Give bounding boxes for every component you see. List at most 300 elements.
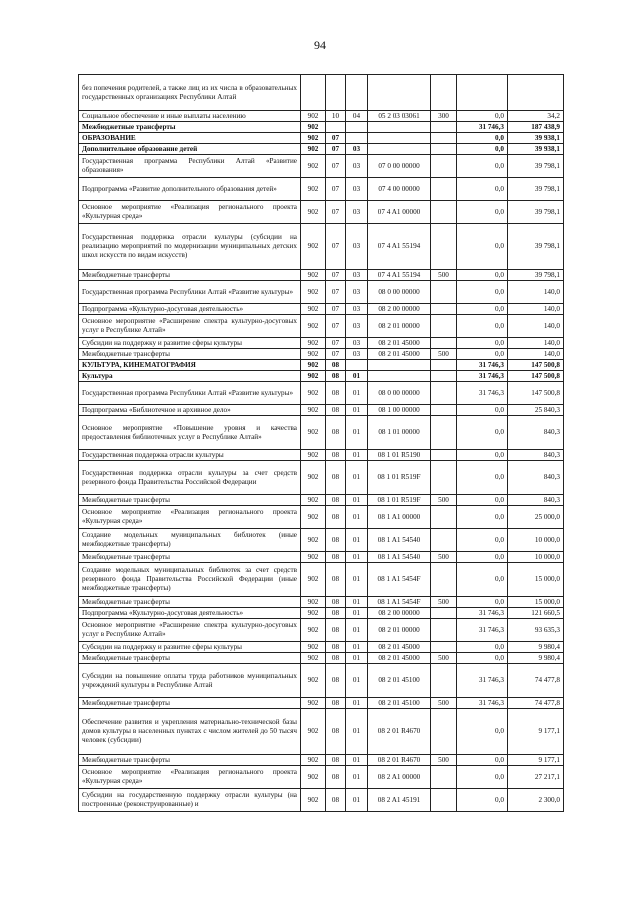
cell-amount-2: 15 000,0 — [508, 563, 564, 597]
cell-target-article: 07 0 00 00000 — [368, 155, 431, 178]
cell-expense-type — [431, 563, 457, 597]
cell-ministry: 902 — [301, 495, 326, 506]
cell-amount-1: 0,0 — [457, 789, 508, 812]
cell-amount-2: 140,0 — [508, 281, 564, 304]
cell-ministry: 902 — [301, 201, 326, 224]
cell-section: 08 — [326, 766, 346, 789]
cell-section: 08 — [326, 450, 346, 461]
cell-expense-type — [431, 664, 457, 698]
cell-amount-2: 74 477,8 — [508, 698, 564, 709]
cell-section: 07 — [326, 224, 346, 270]
table-row — [79, 224, 564, 270]
cell-target-article: 08 0 00 00000 — [368, 281, 431, 304]
cell-amount-1: 31 746,3 — [457, 382, 508, 405]
cell-amount-1: 0,0 — [457, 349, 508, 360]
cell-subsection: 01 — [346, 371, 368, 382]
cell-amount-1: 0,0 — [457, 338, 508, 349]
cell-expense-type — [431, 608, 457, 619]
cell-expense-type — [431, 709, 457, 755]
cell-subsection: 01 — [346, 698, 368, 709]
cell-ministry: 902 — [301, 642, 326, 653]
cell-expense-type: 500 — [431, 552, 457, 563]
cell-section: 08 — [326, 495, 346, 506]
cell-name: Основное мероприятие «Реализация регионального проекта «Культурная среда» — [79, 766, 301, 789]
cell-expense-type — [431, 416, 457, 450]
cell-expense-type — [431, 529, 457, 552]
cell-amount-2: 34,2 — [508, 111, 564, 122]
cell-ministry: 902 — [301, 270, 326, 281]
cell-name: Государственная программа Республики Алтай «Развитие образования» — [79, 155, 301, 178]
cell-name: Социальное обеспечение и иные выплаты населению — [79, 111, 301, 122]
cell-name: Подпрограмма «Библиотечное и архивное дело» — [79, 405, 301, 416]
cell-amount-2: 39 938,1 — [508, 144, 564, 155]
cell-section: 07 — [326, 155, 346, 178]
table-row — [79, 349, 564, 360]
cell-name: Основное мероприятие «Реализация регионального проекта «Культурная среда» — [79, 201, 301, 224]
cell-name: Подпрограмма «Культурно-досуговая деятельность» — [79, 608, 301, 619]
table-row — [79, 155, 564, 178]
cell-ministry: 902 — [301, 371, 326, 382]
cell-target-article: 08 2 01 45100 — [368, 664, 431, 698]
cell-subsection: 01 — [346, 495, 368, 506]
cell-amount-1: 0,0 — [457, 552, 508, 563]
cell-target-article: 08 1 A1 5454F — [368, 597, 431, 608]
cell-amount-1: 0,0 — [457, 144, 508, 155]
cell-subsection: 01 — [346, 416, 368, 450]
table-row — [79, 281, 564, 304]
cell-amount-2: 121 660,5 — [508, 608, 564, 619]
table-row — [79, 709, 564, 755]
cell-subsection: 01 — [346, 642, 368, 653]
cell-section: 08 — [326, 382, 346, 405]
cell-ministry: 902 — [301, 461, 326, 495]
cell-section: 08 — [326, 642, 346, 653]
cell-ministry: 902 — [301, 506, 326, 529]
cell-expense-type — [431, 155, 457, 178]
cell-section: 08 — [326, 664, 346, 698]
cell-ministry — [301, 75, 326, 111]
cell-expense-type — [431, 642, 457, 653]
cell-subsection: 01 — [346, 709, 368, 755]
cell-subsection: 03 — [346, 349, 368, 360]
cell-amount-2: 10 000,0 — [508, 529, 564, 552]
cell-section — [326, 122, 346, 133]
cell-subsection — [346, 133, 368, 144]
table-row — [79, 75, 564, 111]
cell-name: Государственная программа Республики Алтай «Развитие культуры» — [79, 281, 301, 304]
cell-amount-1: 0,0 — [457, 281, 508, 304]
cell-expense-type — [431, 281, 457, 304]
cell-ministry: 902 — [301, 766, 326, 789]
cell-target-article: 08 2 01 45000 — [368, 653, 431, 664]
cell-section: 08 — [326, 461, 346, 495]
cell-subsection: 01 — [346, 461, 368, 495]
table-row — [79, 552, 564, 563]
cell-name: Государственная программа Республики Алтай «Развитие культуры» — [79, 382, 301, 405]
cell-amount-1: 0,0 — [457, 597, 508, 608]
cell-amount-2: 74 477,8 — [508, 664, 564, 698]
cell-amount-1: 31 746,3 — [457, 698, 508, 709]
cell-ministry: 902 — [301, 709, 326, 755]
cell-amount-2: 25 840,3 — [508, 405, 564, 416]
table-body — [79, 75, 564, 812]
cell-amount-2: 39 798,1 — [508, 270, 564, 281]
cell-ministry: 902 — [301, 619, 326, 642]
table-row — [79, 755, 564, 766]
cell-target-article: 08 1 00 00000 — [368, 405, 431, 416]
cell-subsection: 01 — [346, 382, 368, 405]
cell-name: Межбюджетные трансферты — [79, 270, 301, 281]
cell-expense-type — [431, 405, 457, 416]
cell-section: 08 — [326, 529, 346, 552]
table-row — [79, 698, 564, 709]
table-row — [79, 619, 564, 642]
table-row — [79, 563, 564, 597]
cell-target-article: 08 2 01 R4670 — [368, 709, 431, 755]
cell-amount-2: 27 217,1 — [508, 766, 564, 789]
cell-target-article — [368, 371, 431, 382]
cell-subsection: 03 — [346, 304, 368, 315]
table-row — [79, 450, 564, 461]
cell-section: 07 — [326, 178, 346, 201]
cell-target-article: 08 2 01 45000 — [368, 338, 431, 349]
cell-ministry: 902 — [301, 315, 326, 338]
cell-target-article — [368, 75, 431, 111]
cell-subsection: 01 — [346, 552, 368, 563]
cell-ministry: 902 — [301, 416, 326, 450]
cell-subsection: 04 — [346, 111, 368, 122]
cell-ministry: 902 — [301, 155, 326, 178]
cell-ministry: 902 — [301, 664, 326, 698]
cell-name: Основное мероприятие «Расширение спектра культурно-досуговых услуг в Республике Алтай» — [79, 315, 301, 338]
cell-ministry: 902 — [301, 563, 326, 597]
cell-name: Культура — [79, 371, 301, 382]
cell-target-article: 08 1 01 00000 — [368, 416, 431, 450]
cell-name: ОБРАЗОВАНИЕ — [79, 133, 301, 144]
cell-amount-2: 39 798,1 — [508, 178, 564, 201]
cell-section: 08 — [326, 371, 346, 382]
cell-target-article: 08 0 00 00000 — [368, 382, 431, 405]
cell-ministry: 902 — [301, 349, 326, 360]
cell-expense-type — [431, 122, 457, 133]
cell-subsection: 03 — [346, 144, 368, 155]
cell-section: 08 — [326, 563, 346, 597]
table-row — [79, 653, 564, 664]
cell-amount-2: 147 500,8 — [508, 371, 564, 382]
table-row — [79, 506, 564, 529]
cell-ministry: 902 — [301, 304, 326, 315]
table-row — [79, 201, 564, 224]
cell-target-article: 08 2 01 00000 — [368, 315, 431, 338]
table-row — [79, 178, 564, 201]
cell-name: Основное мероприятие «Реализация регионального проекта «Культурная среда» — [79, 506, 301, 529]
cell-amount-1: 31 746,3 — [457, 664, 508, 698]
table-row — [79, 664, 564, 698]
cell-subsection: 01 — [346, 405, 368, 416]
cell-section: 07 — [326, 338, 346, 349]
cell-section: 07 — [326, 315, 346, 338]
table-row — [79, 642, 564, 653]
cell-name: Межбюджетные трансферты — [79, 698, 301, 709]
cell-amount-2: 39 938,1 — [508, 133, 564, 144]
cell-target-article: 07 4 A1 55194 — [368, 224, 431, 270]
cell-target-article: 08 2 A1 45191 — [368, 789, 431, 812]
cell-amount-2: 39 798,1 — [508, 224, 564, 270]
table-row — [79, 495, 564, 506]
cell-name: Межбюджетные трансферты — [79, 552, 301, 563]
cell-section: 08 — [326, 755, 346, 766]
table-row — [79, 133, 564, 144]
page-number: 94 — [314, 38, 326, 52]
cell-amount-2: 187 438,9 — [508, 122, 564, 133]
cell-amount-2: 15 000,0 — [508, 597, 564, 608]
cell-subsection: 03 — [346, 281, 368, 304]
cell-expense-type — [431, 360, 457, 371]
cell-section: 07 — [326, 201, 346, 224]
cell-target-article: 08 2 01 45000 — [368, 642, 431, 653]
table-row — [79, 416, 564, 450]
cell-name: Межбюджетные трансферты — [79, 597, 301, 608]
cell-section: 10 — [326, 111, 346, 122]
cell-subsection: 03 — [346, 201, 368, 224]
cell-name: Межбюджетные трансферты — [79, 349, 301, 360]
cell-section: 08 — [326, 416, 346, 450]
cell-amount-1: 0,0 — [457, 133, 508, 144]
cell-amount-1: 31 746,3 — [457, 619, 508, 642]
cell-target-article: 08 1 A1 54540 — [368, 529, 431, 552]
cell-amount-2: 140,0 — [508, 338, 564, 349]
cell-name: Межбюджетные трансферты — [79, 755, 301, 766]
cell-amount-1: 0,0 — [457, 563, 508, 597]
table-row — [79, 597, 564, 608]
cell-target-article: 08 2 A1 00000 — [368, 766, 431, 789]
cell-subsection: 01 — [346, 755, 368, 766]
cell-subsection: 03 — [346, 178, 368, 201]
cell-amount-1: 0,0 — [457, 450, 508, 461]
cell-amount-2: 25 000,0 — [508, 506, 564, 529]
cell-target-article: 07 4 00 00000 — [368, 178, 431, 201]
table-row — [79, 360, 564, 371]
table-row — [79, 315, 564, 338]
cell-target-article: 08 2 01 R4670 — [368, 755, 431, 766]
budget-table — [78, 74, 564, 812]
cell-subsection — [346, 75, 368, 111]
cell-amount-1: 31 746,3 — [457, 608, 508, 619]
cell-name: Субсидии на повышение оплаты труда работников муниципальных учреждений культуры в Республике Алтай — [79, 664, 301, 698]
cell-amount-2 — [508, 75, 564, 111]
cell-expense-type: 500 — [431, 653, 457, 664]
cell-target-article — [368, 122, 431, 133]
cell-subsection: 01 — [346, 506, 368, 529]
cell-amount-2: 93 635,3 — [508, 619, 564, 642]
cell-name: Государственная поддержка отрасли культуры за счет средств резервного фонда Правительства Российской Федерации — [79, 461, 301, 495]
cell-name: Подпрограмма «Развитие дополнительного образования детей» — [79, 178, 301, 201]
cell-expense-type: 300 — [431, 111, 457, 122]
cell-subsection: 03 — [346, 155, 368, 178]
cell-amount-2: 140,0 — [508, 349, 564, 360]
cell-target-article: 08 1 01 R519F — [368, 495, 431, 506]
cell-target-article: 08 2 01 45100 — [368, 698, 431, 709]
cell-name: Межбюджетные трансферты — [79, 495, 301, 506]
cell-subsection: 01 — [346, 619, 368, 642]
cell-amount-2: 140,0 — [508, 315, 564, 338]
cell-ministry: 902 — [301, 405, 326, 416]
cell-section: 08 — [326, 405, 346, 416]
table-row — [79, 144, 564, 155]
cell-target-article: 07 4 A1 55194 — [368, 270, 431, 281]
cell-amount-1: 0,0 — [457, 111, 508, 122]
cell-ministry: 902 — [301, 111, 326, 122]
cell-expense-type — [431, 133, 457, 144]
cell-subsection: 03 — [346, 315, 368, 338]
cell-target-article: 08 1 A1 00000 — [368, 506, 431, 529]
cell-name: Субсидии на поддержку и развитие сферы культуры — [79, 338, 301, 349]
cell-amount-1: 0,0 — [457, 495, 508, 506]
cell-subsection: 01 — [346, 597, 368, 608]
cell-expense-type: 500 — [431, 755, 457, 766]
cell-name: Межбюджетные трансферты — [79, 653, 301, 664]
cell-amount-1: 31 746,3 — [457, 360, 508, 371]
table-row — [79, 461, 564, 495]
cell-amount-1: 0,0 — [457, 653, 508, 664]
cell-section: 08 — [326, 608, 346, 619]
cell-subsection — [346, 122, 368, 133]
cell-subsection: 03 — [346, 270, 368, 281]
table-row — [79, 338, 564, 349]
table-row — [79, 111, 564, 122]
cell-expense-type — [431, 315, 457, 338]
cell-target-article: 08 1 A1 5454F — [368, 563, 431, 597]
cell-target-article: 08 2 00 00000 — [368, 608, 431, 619]
cell-amount-2: 840,3 — [508, 461, 564, 495]
cell-amount-2: 39 798,1 — [508, 201, 564, 224]
cell-amount-1: 0,0 — [457, 224, 508, 270]
table-row — [79, 766, 564, 789]
cell-ministry: 902 — [301, 450, 326, 461]
cell-amount-2: 9 177,1 — [508, 709, 564, 755]
cell-name: Обеспечение развития и укрепления материально-технической базы домов культуры в населенных пунктах с числом жителей до 50 тысяч человек (субсидии) — [79, 709, 301, 755]
cell-expense-type — [431, 224, 457, 270]
cell-subsection: 01 — [346, 653, 368, 664]
cell-name: Дополнительное образование детей — [79, 144, 301, 155]
cell-subsection: 03 — [346, 224, 368, 270]
cell-name: КУЛЬТУРА, КИНЕМАТОГРАФИЯ — [79, 360, 301, 371]
table-row — [79, 789, 564, 812]
cell-name: Основное мероприятие «Расширение спектра культурно-досуговых услуг в Республике Алтай» — [79, 619, 301, 642]
cell-amount-1: 0,0 — [457, 755, 508, 766]
cell-amount-1: 0,0 — [457, 461, 508, 495]
cell-expense-type — [431, 766, 457, 789]
cell-expense-type — [431, 75, 457, 111]
cell-amount-2: 9 980,4 — [508, 653, 564, 664]
cell-amount-1: 0,0 — [457, 529, 508, 552]
cell-amount-2: 840,3 — [508, 416, 564, 450]
cell-amount-2: 147 500,8 — [508, 360, 564, 371]
cell-section: 07 — [326, 349, 346, 360]
table-row — [79, 371, 564, 382]
cell-section — [326, 75, 346, 111]
cell-expense-type — [431, 178, 457, 201]
cell-amount-1: 0,0 — [457, 709, 508, 755]
cell-ministry: 902 — [301, 608, 326, 619]
cell-amount-1: 0,0 — [457, 416, 508, 450]
cell-target-article: 08 1 A1 54540 — [368, 552, 431, 563]
cell-amount-2: 840,3 — [508, 450, 564, 461]
cell-ministry: 902 — [301, 529, 326, 552]
cell-subsection: 01 — [346, 450, 368, 461]
cell-subsection: 01 — [346, 563, 368, 597]
cell-ministry: 902 — [301, 653, 326, 664]
cell-subsection: 01 — [346, 529, 368, 552]
cell-amount-1: 0,0 — [457, 642, 508, 653]
cell-expense-type — [431, 450, 457, 461]
cell-section: 08 — [326, 360, 346, 371]
table-row — [79, 270, 564, 281]
cell-expense-type — [431, 144, 457, 155]
cell-ministry: 902 — [301, 698, 326, 709]
cell-section: 08 — [326, 789, 346, 812]
cell-subsection: 01 — [346, 608, 368, 619]
cell-section: 08 — [326, 653, 346, 664]
cell-expense-type: 500 — [431, 698, 457, 709]
cell-name: Создание модельных муниципальных библиотек (иные межбюджетные трансферты) — [79, 529, 301, 552]
cell-amount-2: 140,0 — [508, 304, 564, 315]
cell-amount-1: 0,0 — [457, 315, 508, 338]
cell-subsection: 01 — [346, 766, 368, 789]
cell-section: 08 — [326, 552, 346, 563]
cell-expense-type — [431, 619, 457, 642]
cell-amount-2: 840,3 — [508, 495, 564, 506]
cell-amount-1: 0,0 — [457, 178, 508, 201]
cell-ministry: 902 — [301, 281, 326, 304]
cell-section: 07 — [326, 144, 346, 155]
table-row — [79, 122, 564, 133]
cell-target-article — [368, 133, 431, 144]
cell-name: Государственная поддержка отрасли культуры — [79, 450, 301, 461]
cell-section: 07 — [326, 281, 346, 304]
cell-name: Государственная поддержка отрасли культуры (субсидии на реализацию мероприятий по модернизации муниципальных детских школ искусств по видам искусств) — [79, 224, 301, 270]
cell-ministry: 902 — [301, 133, 326, 144]
cell-name: Субсидии на государственную поддержку отрасли культуры (на построенные (реконструированные) и — [79, 789, 301, 812]
cell-expense-type — [431, 201, 457, 224]
cell-expense-type: 500 — [431, 495, 457, 506]
cell-amount-1: 0,0 — [457, 155, 508, 178]
cell-expense-type — [431, 506, 457, 529]
table-row — [79, 405, 564, 416]
cell-amount-1 — [457, 75, 508, 111]
cell-subsection: 03 — [346, 338, 368, 349]
cell-name: Субсидии на поддержку и развитие сферы культуры — [79, 642, 301, 653]
cell-target-article — [368, 360, 431, 371]
cell-amount-2: 39 798,1 — [508, 155, 564, 178]
cell-ministry: 902 — [301, 382, 326, 405]
cell-target-article: 07 4 A1 00000 — [368, 201, 431, 224]
cell-amount-1: 0,0 — [457, 304, 508, 315]
cell-amount-1: 31 746,3 — [457, 371, 508, 382]
cell-section: 07 — [326, 270, 346, 281]
cell-amount-1: 0,0 — [457, 766, 508, 789]
cell-ministry: 902 — [301, 552, 326, 563]
cell-expense-type: 500 — [431, 270, 457, 281]
cell-ministry: 902 — [301, 178, 326, 201]
table-row — [79, 382, 564, 405]
cell-section: 08 — [326, 709, 346, 755]
cell-ministry: 902 — [301, 597, 326, 608]
cell-ministry: 902 — [301, 122, 326, 133]
cell-section: 08 — [326, 619, 346, 642]
cell-expense-type — [431, 789, 457, 812]
cell-section: 08 — [326, 698, 346, 709]
